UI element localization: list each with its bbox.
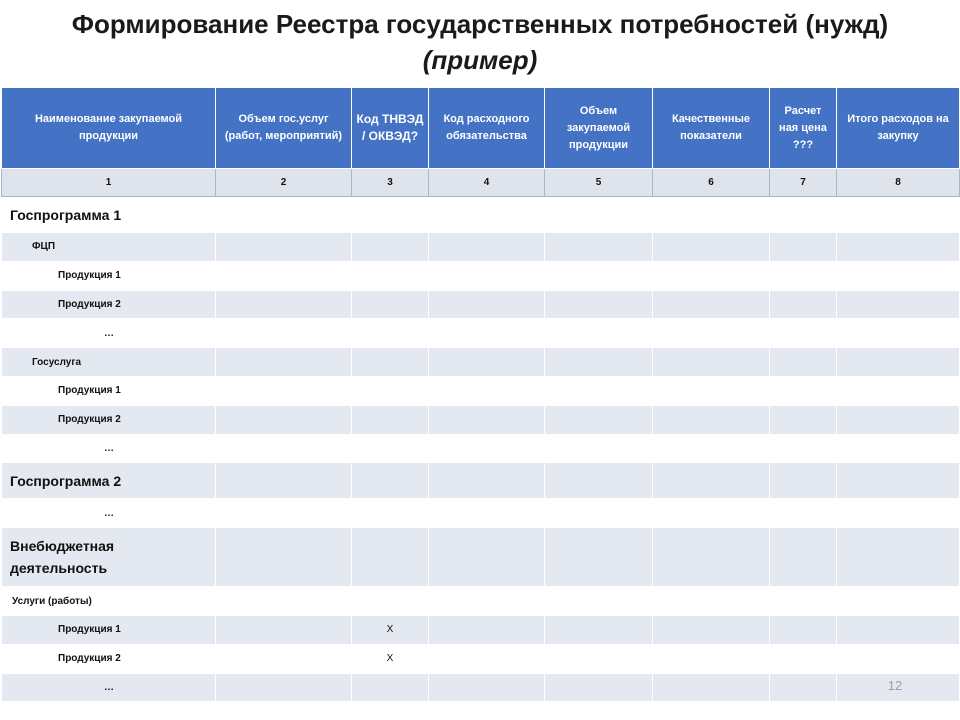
table-cell [545,615,653,644]
row-label: Внебюджетная деятельность [2,528,216,587]
table-cell [352,434,429,463]
table-cell [545,261,653,290]
table-cell [216,528,352,587]
row-label: … [2,434,216,463]
row-label: Продукция 2 [2,644,216,673]
table-cell [653,434,770,463]
table-cell [352,405,429,434]
table-row [2,405,960,434]
table-cell [770,348,837,377]
table-cell [429,348,545,377]
table-cell [653,587,770,616]
table-cell [216,499,352,528]
row-label: Госпрограмма 1 [2,197,216,233]
table-cell [545,197,653,233]
table-row [2,376,960,405]
header-quality-indicators: Качественные показатели [653,88,770,169]
row-label: ФЦП [2,233,216,262]
table-cell [429,405,545,434]
table-cell [545,348,653,377]
header-total-cost: Итого расходов на закупку [837,88,960,169]
header-expense-code: Код расходного обязательства [429,88,545,169]
table-cell [216,615,352,644]
table-cell [653,499,770,528]
table-cell [653,376,770,405]
table-cell [653,405,770,434]
table-cell [352,587,429,616]
table-cell [837,528,960,587]
table-cell [545,528,653,587]
table-cell [352,319,429,348]
table-cell [545,319,653,348]
table-cell [770,405,837,434]
table-row [2,587,960,616]
title-line-1: Формирование Реестра государственных потребностей (нужд) [71,9,889,39]
row-label: Продукция 1 [2,261,216,290]
table-cell [429,673,545,702]
table-cell [216,673,352,702]
table-cell [216,233,352,262]
table-cell [770,615,837,644]
table-cell [429,197,545,233]
slide-title [0,6,960,78]
column-number: 3 [352,169,429,197]
table-cell [653,673,770,702]
header-tnved-code: Код ТНВЭД / ОКВЭД? [352,88,429,169]
table-cell [545,463,653,499]
table-cell [216,434,352,463]
table-cell [837,405,960,434]
table-row [2,319,960,348]
table-cell [352,290,429,319]
table-cell [429,644,545,673]
table-cell [770,644,837,673]
table-cell [352,261,429,290]
row-label: Продукция 2 [2,290,216,319]
column-number: 6 [653,169,770,197]
table-cell [770,434,837,463]
table-cell [216,463,352,499]
row-label: Госпрограмма 2 [2,463,216,499]
table-cell [545,233,653,262]
table-cell [770,587,837,616]
table-cell [837,261,960,290]
table-row [2,434,960,463]
table-cell [770,673,837,702]
header-purchase-volume: Объем закупаемой продукции [545,88,653,169]
table-cell [837,644,960,673]
table-row [2,261,960,290]
table-cell [429,319,545,348]
table-cell [429,290,545,319]
table-cell [545,434,653,463]
table-cell [216,405,352,434]
column-number-row [2,169,960,197]
table-cell [216,587,352,616]
table-row [2,197,960,233]
table-cell [429,528,545,587]
table-cell [545,290,653,319]
table-cell [216,319,352,348]
table-cell [837,587,960,616]
table-cell [837,463,960,499]
header-product-name: Наименование закупаемой продукции [2,88,216,169]
page-number: 12 [887,678,903,693]
table-cell [429,463,545,499]
table-row [2,644,960,673]
table-cell [429,434,545,463]
row-label: Услуги (работы) [2,587,216,616]
table-cell [545,673,653,702]
table-cell [352,197,429,233]
table-cell [653,348,770,377]
table-cell [837,615,960,644]
header-row [2,88,960,169]
table-cell: X [352,644,429,673]
table-cell [653,261,770,290]
table-cell [770,376,837,405]
column-number: 8 [837,169,960,197]
column-number: 4 [429,169,545,197]
table-row [2,615,960,644]
table-cell [352,233,429,262]
table-cell [545,644,653,673]
table-cell [429,587,545,616]
table-cell [352,673,429,702]
table-cell [653,463,770,499]
table-cell: X [352,615,429,644]
table-cell [653,644,770,673]
table-cell [653,319,770,348]
table-cell [770,261,837,290]
column-number: 7 [770,169,837,197]
table-cell [653,233,770,262]
table-cell [653,615,770,644]
table-row [2,673,960,702]
table-cell [837,348,960,377]
row-label: Госуслуга [2,348,216,377]
table-cell [352,348,429,377]
table-cell [770,499,837,528]
table-cell [770,463,837,499]
table-cell [352,463,429,499]
table-cell [429,233,545,262]
title-line-2: (пример) [422,45,538,75]
table-cell [653,528,770,587]
table-row [2,499,960,528]
table-cell [545,405,653,434]
table-cell [545,587,653,616]
table-cell [653,197,770,233]
row-label: … [2,499,216,528]
table-cell [429,376,545,405]
table-cell [352,499,429,528]
table-body [2,197,960,702]
row-label: … [2,673,216,702]
table-cell [653,290,770,319]
table-cell [837,319,960,348]
needs-registry-table [1,87,960,702]
table-cell [216,376,352,405]
table-cell [216,348,352,377]
table-row [2,528,960,587]
table-cell [770,290,837,319]
table-cell [545,499,653,528]
table-cell [216,261,352,290]
table-cell [429,615,545,644]
table-cell [837,376,960,405]
header-service-volume: Объем гос.услуг (работ, мероприятий) [216,88,352,169]
table-cell [429,261,545,290]
table-cell [216,197,352,233]
table-row [2,233,960,262]
table-row [2,463,960,499]
table-cell [770,197,837,233]
row-label: Продукция 2 [2,405,216,434]
table-cell [837,290,960,319]
table-cell [837,197,960,233]
table-cell [770,233,837,262]
table-cell [216,644,352,673]
table-cell [837,434,960,463]
table-cell [837,233,960,262]
table-cell [352,528,429,587]
column-number: 5 [545,169,653,197]
table-cell [352,376,429,405]
table-cell [216,290,352,319]
column-number: 1 [2,169,216,197]
header-estimated-price: Расчет ная цена ??? [770,88,837,169]
table-cell [837,499,960,528]
table-cell [770,319,837,348]
row-label: Продукция 1 [2,376,216,405]
table-row [2,348,960,377]
table-cell [545,376,653,405]
row-label: … [2,319,216,348]
table-cell [429,499,545,528]
table-cell [770,528,837,587]
row-label: Продукция 1 [2,615,216,644]
column-number: 2 [216,169,352,197]
table-row [2,290,960,319]
